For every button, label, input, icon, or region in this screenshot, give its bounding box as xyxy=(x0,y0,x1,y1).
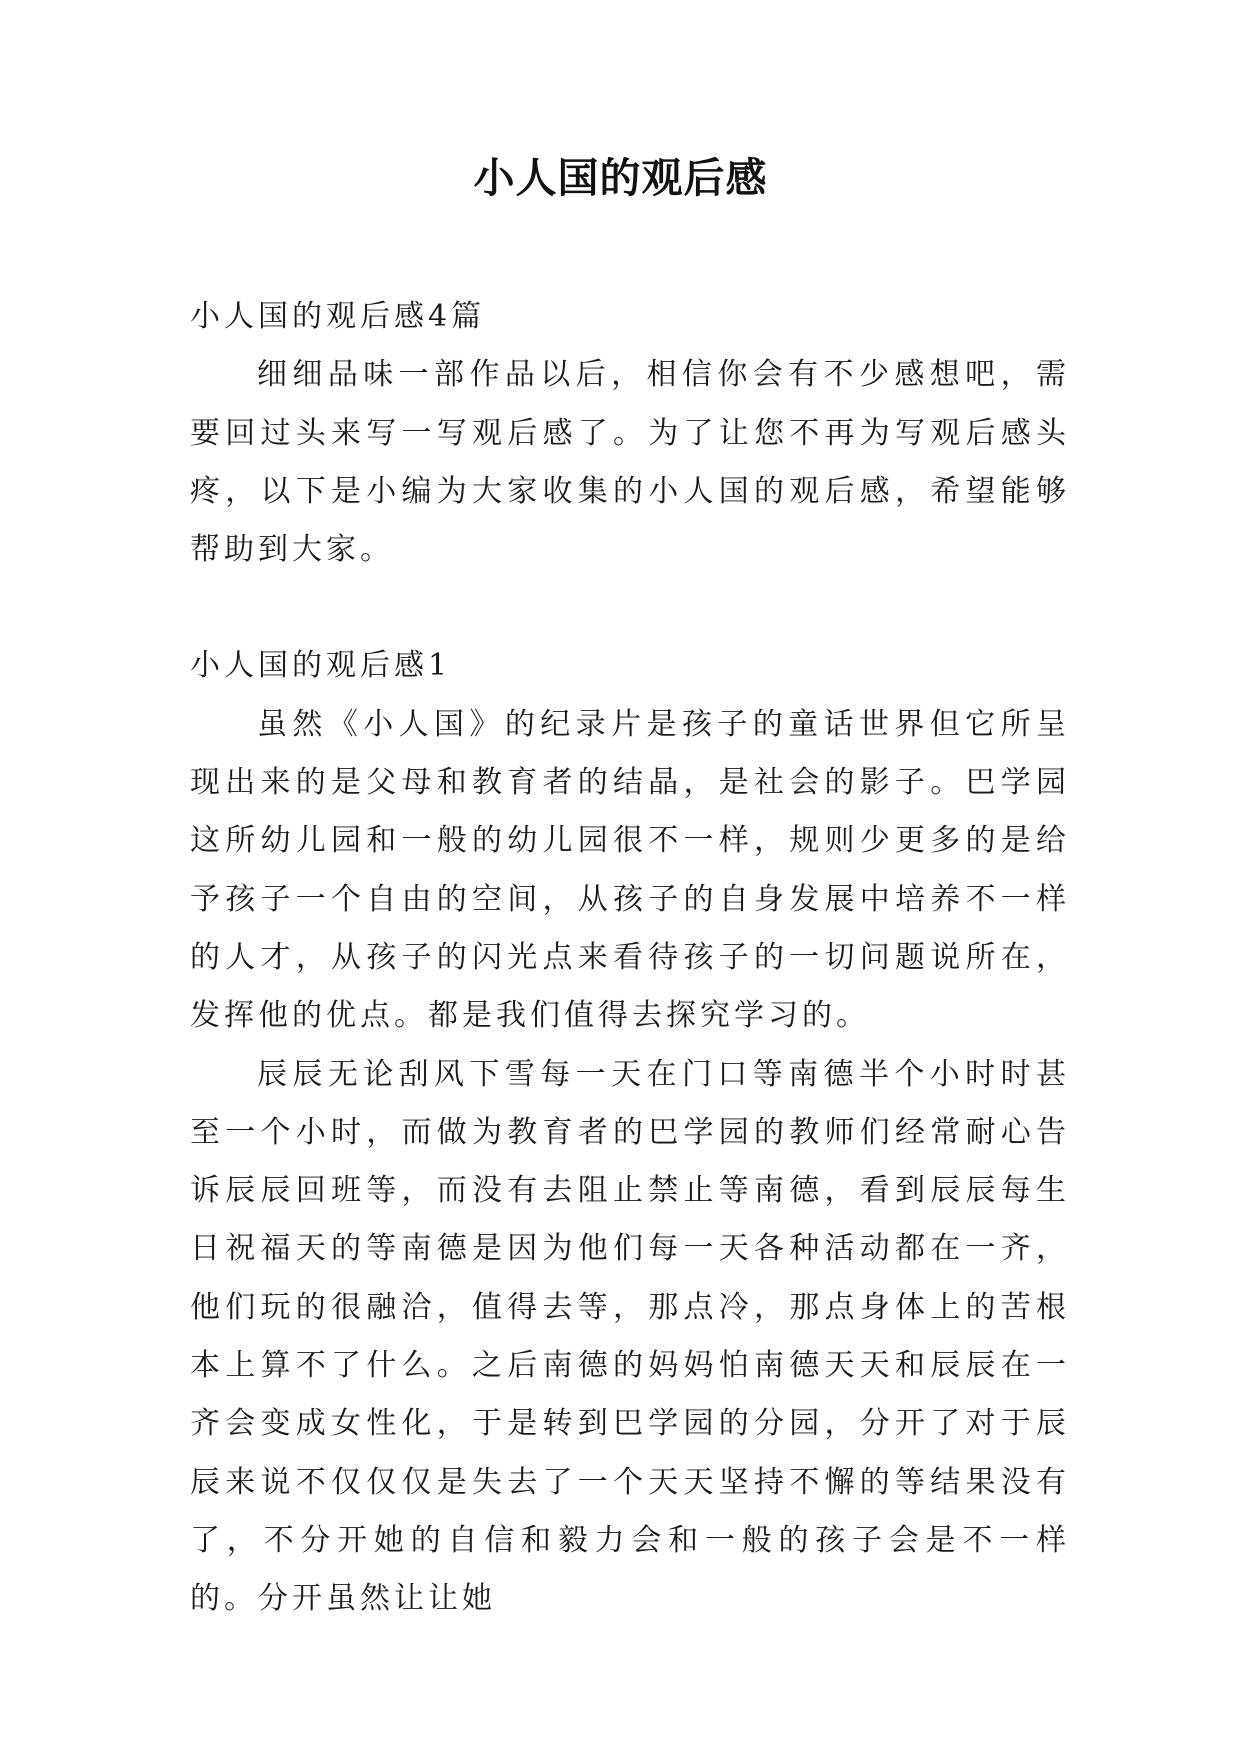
section-spacer xyxy=(190,579,1070,637)
document-title: 小人国的观后感 xyxy=(473,154,768,202)
section-heading: 小人国的观后感1 xyxy=(190,648,452,684)
document-body xyxy=(190,288,1070,1629)
intro-heading: 小人国的观后感4篇 xyxy=(190,299,486,334)
body-paragraph: 虽然《小人国》的纪录片是孩子的童话世界但它所呈现出来的是父母和教育者的结晶，是社会的影子。巴学园这所幼儿园和一般的幼儿园很不一样，规则少更多的是给予孩子一个自由的空间，从孩子的自身发展中培养不一样的人才，从孩子的闪光点来看待孩子的一切问题说所在，发挥他的优点。都是我们值得去探究学习的。 xyxy=(190,706,1070,1034)
intro-paragraph: 细细品味一部作品以后，相信你会有不少感想吧，需要回过头来写一写观后感了。为了让您不再为写观后感头疼，以下是小编为大家收集的小人国的观后感，希望能够帮助到大家。 xyxy=(190,357,1070,568)
body-paragraph: 辰辰无论刮风下雪每一天在门口等南德半个小时时甚至一个小时，而做为教育者的巴学园的教师们经常耐心告诉辰辰回班等，而没有去阻止禁止等南德，看到辰辰每生日祝福天的等南德是因为他们每一天各种活动都在一齐，他们玩的很融洽，值得去等，那点冷，那点身体上的苦根本上算不了什么。之后南德的妈妈怕南德天天和辰辰在一齐会变成女性化，于是转到巴学园的分园，分开了对于辰辰来说不仅仅仅是失去了一个天天坚持不懈的等结果没有了，不分开她的自信和毅力会和一般的孩子会是不一样的。分开虽然让让她 xyxy=(190,1056,1070,1617)
